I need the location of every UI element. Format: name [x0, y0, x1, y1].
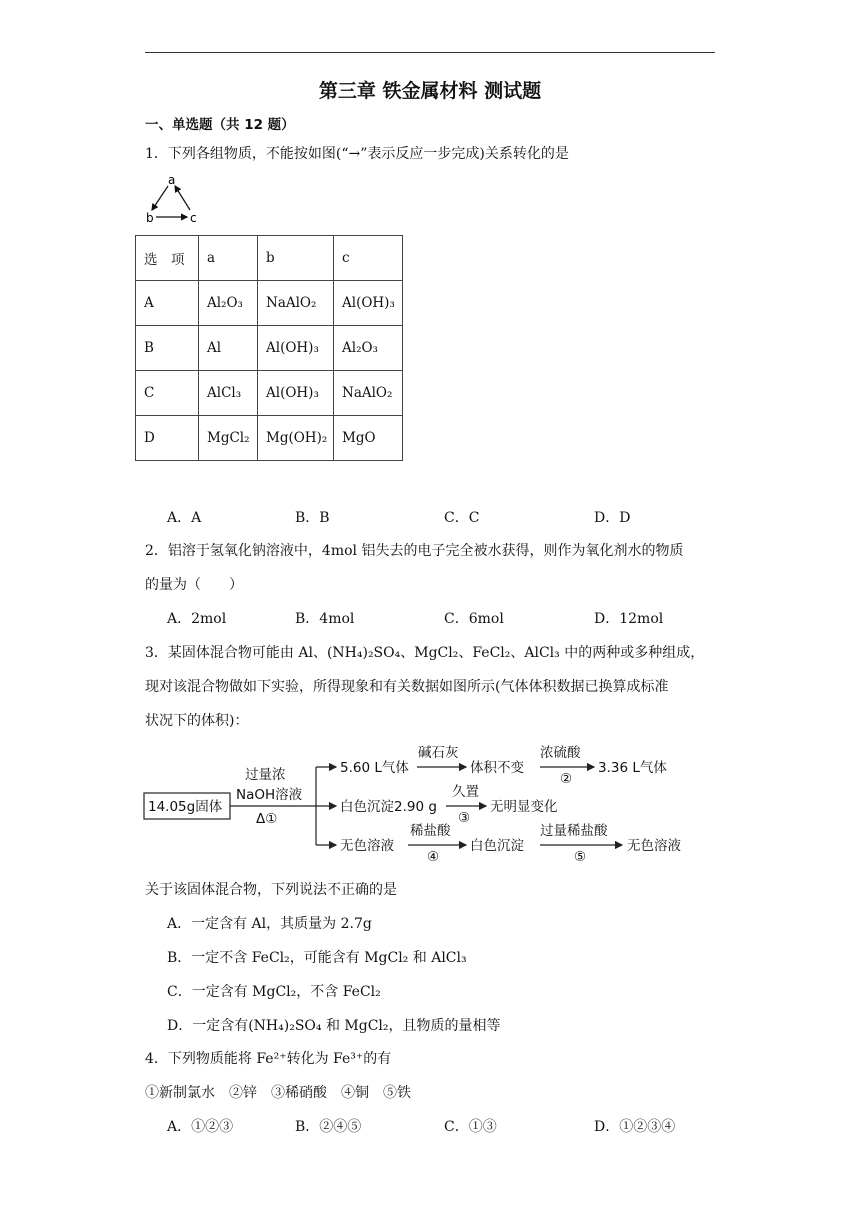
- table-cell: Al(OH)₃: [334, 281, 403, 326]
- table-header-row: [136, 236, 403, 281]
- table-cell: NaAlO₂: [334, 371, 403, 416]
- q3-stem-line2: 现对该混合物做如下实验，所得现象和有关数据如图所示(气体体积数据已换算成标准: [145, 679, 669, 695]
- q2-option-a[interactable]: A．2mol: [167, 611, 227, 627]
- b1-gas: 5.60 L气体: [340, 760, 409, 776]
- reagent-line1: 过量浓: [245, 767, 286, 783]
- b3-solution: 无色溶液: [340, 838, 394, 854]
- table-cell: AlCl₃: [199, 371, 258, 416]
- header-cell: c: [334, 236, 403, 281]
- q4-option-b[interactable]: B．②④⑤: [295, 1119, 362, 1135]
- q3-stem-line1: 3．某固体混合物可能由 Al、(NH₄)₂SO₄、MgCl₂、FeCl₂、AlCl₃ 中的两种或多种组成，: [145, 645, 705, 661]
- q1-option-c[interactable]: C．C: [444, 510, 480, 526]
- table-row: [136, 416, 403, 461]
- b1-reagent-2: 浓硫酸: [540, 745, 581, 761]
- q4-option-a[interactable]: A．①②③: [167, 1119, 234, 1135]
- table-cell: Al(OH)₃: [258, 326, 334, 371]
- q1-option-b[interactable]: B．B: [295, 510, 330, 526]
- reagent-line2: NaOH溶液: [236, 787, 303, 803]
- start-label: 14.05g固体: [148, 799, 223, 815]
- q3-option-c[interactable]: C．一定含有 MgCl₂，不含 FeCl₂: [167, 984, 381, 1000]
- q2-option-d[interactable]: D．12mol: [594, 611, 664, 627]
- table-cell: C: [136, 371, 199, 416]
- q3-flow-diagram: [140, 735, 710, 865]
- q2-stem-line2: 的量为（ ）: [145, 577, 243, 593]
- b2-step: ③: [458, 810, 471, 826]
- table-row: [136, 371, 403, 416]
- q2-option-b[interactable]: B．4mol: [295, 611, 355, 627]
- b3-step-1: ④: [427, 849, 440, 865]
- node-b: b: [146, 211, 154, 225]
- header-rule: [145, 52, 715, 53]
- b1-result-1: 体积不变: [470, 760, 524, 776]
- q3-option-d[interactable]: D．一定含有(NH₄)₂SO₄ 和 MgCl₂，且物质的量相等: [167, 1018, 501, 1034]
- q2-option-c[interactable]: C．6mol: [444, 611, 504, 627]
- q1-options-table: [135, 235, 403, 461]
- table-cell: D: [136, 416, 199, 461]
- arrow-c-to-a: [175, 186, 190, 210]
- conversion-triangle-diagram: [140, 170, 210, 228]
- table-cell: Al: [199, 326, 258, 371]
- q3-option-b[interactable]: B．一定不含 FeCl₂，可能含有 MgCl₂ 和 AlCl₃: [167, 950, 467, 966]
- q4-option-d[interactable]: D．①②③④: [594, 1119, 676, 1135]
- q3-stem-line3: 状况下的体积)：: [145, 713, 249, 729]
- table-row: [136, 326, 403, 371]
- header-cell: b: [258, 236, 334, 281]
- header-cell: 选 项: [136, 236, 199, 281]
- arrow-a-to-b: [152, 186, 168, 210]
- table-cell: Al₂O₃: [334, 326, 403, 371]
- q1-option-a[interactable]: A．A: [167, 510, 202, 526]
- q1-option-d[interactable]: D．D: [594, 510, 631, 526]
- header-cell: a: [199, 236, 258, 281]
- table-cell: MgCl₂: [199, 416, 258, 461]
- q4-stem: 4．下列物质能将 Fe²⁺转化为 Fe³⁺的有: [145, 1051, 392, 1067]
- b3-result-1: 白色沉淀: [470, 838, 524, 854]
- b3-step-2: ⑤: [574, 849, 587, 865]
- b2-precipitate: 白色沉淀2.90 g: [340, 799, 437, 815]
- page-title: 第三章 铁金属材料 测试题: [318, 80, 542, 102]
- q3-option-a[interactable]: A．一定含有 Al，其质量为 2.7g: [167, 916, 372, 932]
- b1-reagent-1: 碱石灰: [418, 745, 459, 761]
- table-cell: A: [136, 281, 199, 326]
- table-cell: Al(OH)₃: [258, 371, 334, 416]
- reagent-line3: Δ①: [256, 811, 278, 827]
- b3-result-2: 无色溶液: [627, 838, 681, 854]
- node-c: c: [190, 211, 197, 225]
- section-heading: 一、单选题（共 12 题）: [145, 117, 295, 133]
- table-cell: NaAlO₂: [258, 281, 334, 326]
- b2-result: 无明显变化: [490, 799, 558, 815]
- q1-stem: 1．下列各组物质，不能按如图(“→”表示反应一步完成)关系转化的是: [145, 146, 569, 162]
- b3-reagent-1: 稀盐酸: [410, 823, 451, 839]
- q3-ask: 关于该固体混合物，下列说法不正确的是: [145, 882, 397, 898]
- q2-stem-line1: 2．铝溶于氢氧化钠溶液中，4mol 铝失去的电子完全被水获得，则作为氧化剂水的物质: [145, 543, 684, 559]
- b1-result-2: 3.36 L气体: [598, 760, 667, 776]
- b3-reagent-2: 过量稀盐酸: [540, 823, 608, 839]
- table-cell: Mg(OH)₂: [258, 416, 334, 461]
- table-cell: MgO: [334, 416, 403, 461]
- b1-step-2: ②: [560, 771, 573, 787]
- q4-option-c[interactable]: C．①③: [444, 1119, 497, 1135]
- table-row: [136, 281, 403, 326]
- b2-reagent: 久置: [452, 784, 479, 800]
- q4-items: ①新制氯水 ②锌 ③稀硝酸 ④铜 ⑤铁: [145, 1085, 411, 1101]
- node-a: a: [168, 173, 176, 187]
- table-cell: B: [136, 326, 199, 371]
- table-cell: Al₂O₃: [199, 281, 258, 326]
